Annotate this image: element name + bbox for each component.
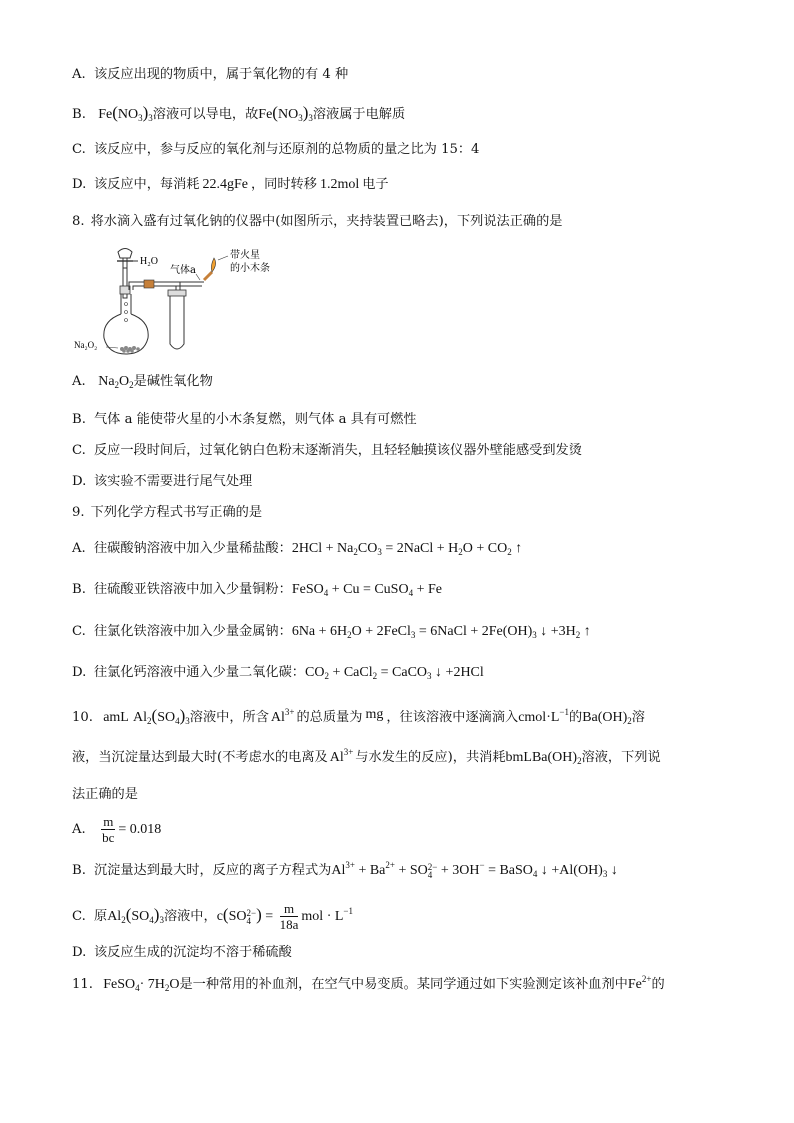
q10-option-a — [72, 813, 161, 847]
option-label: D. — [72, 665, 87, 680]
apparatus-diagram — [72, 246, 292, 358]
formula-fe-no3-3: $Fe(NO_3)_3$ — [98, 103, 153, 123]
question-number: 8. — [72, 214, 85, 229]
option-label: D. — [72, 945, 87, 960]
mass-value: 22.4gFe — [202, 177, 248, 192]
equation-c: $6Na + 6H_2O$ + 2FeCl$_3$ = 6NaCl + $2Fe(OH)_3$ ↓ $+3H_2$ ↑ — [291, 624, 591, 640]
option-text: 反应一段时间后，过氧化钠白色粉末逐渐消失，且轻轻触摸该仪器外壁能感受到发烫 — [94, 443, 582, 458]
question-text: 液，当沉淀量达到最大时(不考虑水的电离及 — [72, 750, 328, 765]
option-label: A. — [72, 541, 86, 556]
option-label: D. — [72, 474, 87, 489]
ion-al3: $Al^{3+}$ — [270, 707, 295, 725]
option-label: B. — [72, 107, 86, 122]
option-label: A. — [72, 67, 86, 82]
option-text: 往碳酸钠溶液中加入少量稀盐酸： — [94, 541, 292, 556]
volume-baoh2: $bmLBa(OH)_2$ — [505, 750, 582, 766]
option-text: 气体 a 能使带火星的小木条复燃，则气体 a 具有可燃性 — [94, 412, 417, 427]
q7-option-a — [72, 66, 348, 84]
q10-stem-line1 — [72, 707, 645, 727]
unit: mol · $L^{-1}$ — [301, 906, 353, 924]
concentration-expr: c(SO 2− 4 ) = — [216, 905, 277, 926]
question-text: 的 — [569, 710, 583, 725]
gas-label: 气体a — [170, 265, 196, 276]
q8-option-c — [72, 442, 582, 460]
q8-option-b — [72, 411, 417, 429]
option-text: 该反应中，每消耗 — [94, 177, 200, 192]
question-text: 是一种常用的补血剂，在空气中易变质。某同学通过如下实验测定该补血剂中 — [179, 977, 628, 992]
formula-na2o2: $Na_2O_2$ — [98, 374, 134, 390]
mol-value: 1.2mol — [319, 177, 360, 192]
q9-option-d — [72, 664, 484, 682]
water-label: H₂O — [140, 256, 158, 267]
option-text: 该实验不需要进行尾气处理 — [94, 474, 253, 489]
option-label: B. — [72, 582, 86, 597]
stick-label-2: 的小木条 — [230, 263, 270, 274]
question-text: 的 — [651, 977, 665, 992]
q9-stem — [72, 504, 262, 522]
q10-stem-line3 — [72, 786, 138, 804]
q10-option-c — [72, 898, 353, 934]
q8-stem — [72, 213, 562, 231]
option-text: 该反应出现的物质中，属于氧化物的有 4 种 — [94, 67, 349, 82]
option-label: B. — [72, 412, 86, 427]
option-text: 往硫酸亚铁溶液中加入少量铜粉： — [94, 582, 292, 597]
equation-b: FeSO$_4$ + Cu = CuSO$_4$ + Fe — [291, 582, 442, 598]
q10-stem-line2 — [72, 749, 661, 767]
q9-option-a — [72, 540, 522, 558]
equation-a: $2HCl + Na_2CO_3$ = 2NaCl + $H_2O + CO_2$ ↑ — [291, 541, 523, 557]
volume-value: amL — [103, 710, 129, 725]
question-number: 11. — [72, 977, 93, 992]
option-label: A. — [72, 374, 86, 389]
formula-fe-no3-3-b: $Fe(NO_3)_3$ — [258, 103, 313, 123]
option-text: 溶液属于电解质 — [312, 107, 406, 122]
option-text: 往氯化铁溶液中加入少量金属钠： — [94, 624, 292, 639]
q7-option-b — [72, 104, 405, 124]
q9-option-c — [72, 623, 591, 641]
ion-fe2: $Fe^{2+}$ — [627, 974, 652, 992]
question-text: 的总质量为 — [296, 710, 363, 725]
option-label: C. — [72, 909, 86, 924]
question-number: 10. — [72, 710, 93, 725]
q8-option-d — [72, 473, 252, 491]
question-text: 与水发生的反应)，共消耗 — [355, 750, 506, 765]
question-text: 法正确的是 — [72, 787, 138, 802]
option-text: 沉淀量达到最大时，反应的离子方程式为 — [94, 863, 332, 878]
q7-option-d — [72, 176, 389, 194]
na2o2-label: Na₂O₂ — [74, 340, 98, 350]
option-text: 该反应生成的沉淀均不溶于稀硫酸 — [94, 945, 292, 960]
ionic-equation: $Al^{3+} + Ba^{2+}$ + SO 2− 4 + 3OH− = BaSO$_4$ ↓ $+Al(OH)_3$ ↓ — [331, 860, 618, 880]
option-label: A. — [72, 822, 86, 837]
q9-option-b — [72, 581, 442, 599]
option-text: 电子 — [362, 177, 389, 192]
formula-al2so43: $Al_2(SO_4)_3$ — [133, 706, 190, 726]
fraction-m-18a: $\frac{m}{18a}$ — [279, 901, 299, 932]
question-text: 溶液中，所含 — [189, 710, 269, 725]
option-text: 原 — [94, 909, 108, 924]
q10-option-d — [72, 944, 292, 962]
option-label: C. — [72, 443, 86, 458]
option-text: ，同时转移 — [251, 177, 317, 192]
q7-option-c — [72, 141, 479, 159]
option-label: C. — [72, 142, 86, 157]
ion-al3: $Al^{3+}$ — [329, 747, 354, 765]
q11-stem — [72, 976, 665, 994]
question-text: ，往该溶液中逐滴滴入 — [386, 710, 519, 725]
option-text: 溶液中， — [163, 909, 217, 924]
stick-label-1: 带火星 — [230, 250, 260, 261]
question-text: 将水滴入盛有过氧化钠的仪器中(如图所示，夹持装置已略去)，下列说法正确的是 — [90, 214, 563, 229]
option-text: 该反应中，参与反应的氧化剂与还原剂的总物质的量之比为 15：4 — [94, 142, 480, 157]
fraction-m-bc: $\frac{m}{bc}$ — [102, 814, 115, 845]
formula-al2so43: $Al_2(SO_4)_3$ — [107, 905, 164, 925]
option-text: 往氯化钙溶液中通入少量二氧化碳： — [94, 665, 305, 680]
q10-option-b — [72, 862, 618, 880]
q8-option-a — [72, 373, 213, 391]
question-text: 溶液，下列说 — [581, 750, 661, 765]
formula-feso4-7h2o: FeSO$_4$· $7H_2O$ — [103, 977, 180, 993]
option-label: C. — [72, 624, 86, 639]
question-number: 9. — [72, 505, 85, 520]
equation-d: $CO_2$ + CaCl$_2$ = CaCO$_3$ ↓ +2HCl — [305, 665, 484, 681]
question-text: 下列化学方程式书写正确的是 — [90, 505, 263, 520]
option-label: D. — [72, 177, 87, 192]
question-text: 溶 — [631, 710, 645, 725]
equation-value: = 0.018 — [118, 822, 162, 837]
option-text: 是碱性氧化物 — [133, 374, 213, 389]
option-text: 溶液可以导电，故 — [152, 107, 259, 122]
formula-baoh2: $Ba(OH)_2$ — [582, 710, 632, 726]
option-label: B. — [72, 863, 86, 878]
concentration: $cmol\cdot L^{-1}$ — [518, 707, 569, 725]
mass-symbol: mg — [365, 707, 384, 722]
